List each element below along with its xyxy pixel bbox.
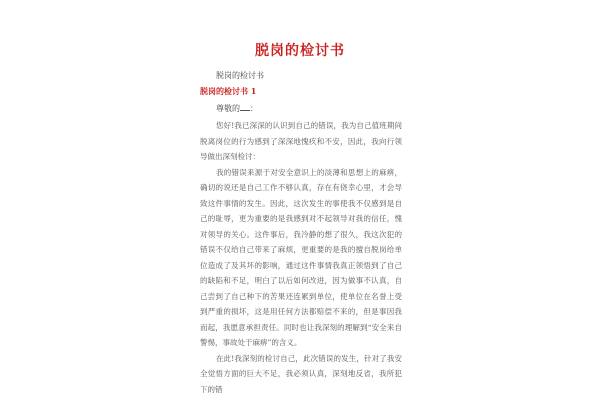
document-title: 脱岗的检讨书 — [255, 43, 345, 59]
document-subtitle: 脱岗的检讨书 — [216, 71, 264, 80]
document-body — [200, 118, 402, 397]
greeting-line — [216, 102, 258, 114]
greeting-suffix: ： — [250, 104, 258, 113]
paragraph: 我的错误来源于对安全意识上的淡薄和思想上的麻痹，确切的说还是自己工作不够认真，存在有侥幸心里，才会导致这件事情的发生。因此，这次发生的事使我不仅感到是自己的耻辱，更为重要的是我感到对不起领导对我的信任，愧对领导的关心。这件事后，我冷静的想了很久，我这次犯的错误不仅给自己带来了麻烦，更重要的是我的擅自脱岗给单位造成了及其坏的影响，通过这件事情我真正领悟到了自己的缺陷和不足，明白了以后如何改进，因为做事不认真，自己尝到了自己种下的苦果还连累到单位，使单位在名誉上受到严重的损坏，这是用任何方法都赔偿不来的，但是事因我而起，我愿意承担责任。同时也让我深刻的理解到“安全来自警惕，事故处于麻痹”的含义。 — [200, 167, 402, 347]
greeting-blank — [240, 102, 250, 111]
greeting-prefix: 尊敬的 — [216, 104, 240, 113]
paragraph: 在此!我深刻的检讨自己，此次错误的发生，针对了我安全觉悟方面的巨大不足，我必须认真，深刻地反省，我所犯下的错 — [200, 353, 402, 394]
paragraph: 您好!我已深深的认识到自己的错误，我为自己值班期间脱离岗位的行为感到了深深地愧疚和不安，因此，我向行领导做出深刻检讨： — [200, 121, 402, 161]
section-heading: 脱岗的检讨书 1 — [200, 86, 257, 96]
